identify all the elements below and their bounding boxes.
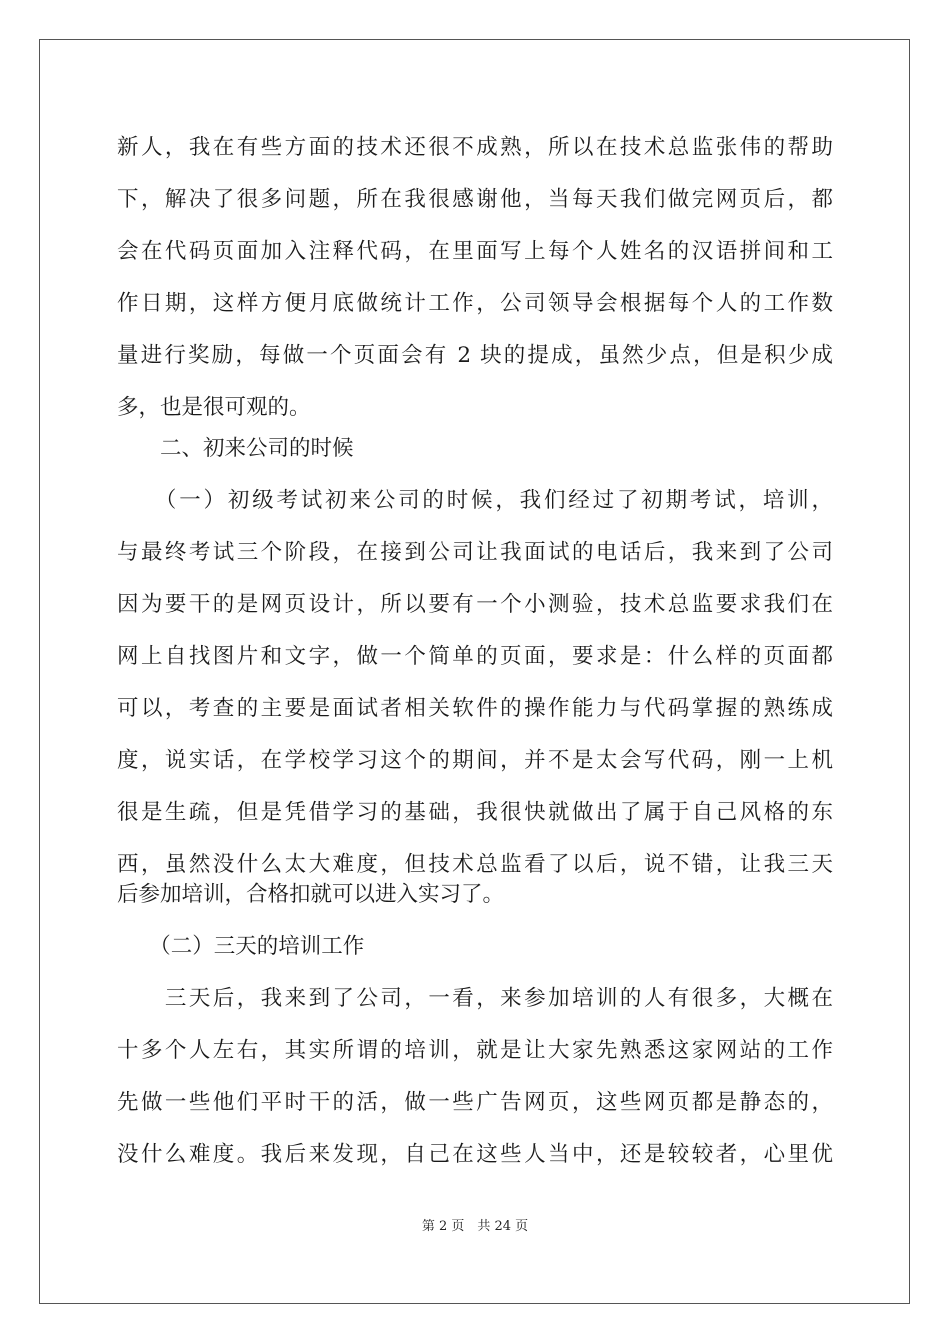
text-line: 多，也是很可观的。 [117,395,311,420]
text-line: 网上自找图片和文字，做一个简单的页面，要求是：什么样的页面都 [117,644,833,669]
text-line: 作日期，这样方便月底做统计工作，公司领导会根据每个人的工作数 [117,291,833,316]
text-line: 量进行奖励，每做一个页面会有 2 块的提成，虽然少点，但是积少成 [117,343,833,368]
text-line: 十多个人左右，其实所谓的培训，就是让大家先熟悉这家网站的工作 [117,1038,833,1063]
text-line: 三天后，我来到了公司，一看，来参加培训的人有很多，大概在 [117,986,833,1011]
text-line: 可以，考查的主要是面试者相关软件的操作能力与代码掌握的熟练成 [117,696,833,721]
text-line: 会在代码页面加入注释代码，在里面写上每个人姓名的汉语拼间和工 [117,239,833,264]
text-line: 度，说实话，在学校学习这个的期间，并不是太会写代码，刚一上机 [117,748,833,773]
subsection-heading: （一）初级考试初来公司的时候，我们经过了初期考试，培训， [117,488,833,513]
text-line: 没什么难度。我后来发现，自己在这些人当中，还是较较者，心里优 [117,1142,833,1167]
section-heading: 二、初来公司的时候 [117,436,354,461]
text-line: 与最终考试三个阶段，在接到公司让我面试的电话后，我来到了公司 [117,540,833,565]
subsection-heading: （二）三天的培训工作 [117,934,365,959]
text-line: 先做一些他们平时干的活，做一些广告网页，这些网页都是静态的， [117,1090,833,1115]
text-line: 西，虽然没什么太大难度，但技术总监看了以后，说不错，让我三天 [117,852,833,877]
text-line: 后参加培训，合格扣就可以进入实习了。 [117,882,505,907]
text-line: 很是生疏，但是凭借学习的基础，我很快就做出了属于自己风格的东 [117,800,833,825]
text-line: 新人，我在有些方面的技术还很不成熟，所以在技术总监张伟的帮助 [117,135,833,160]
page-number-footer: 第 2 页 共 24 页 [421,1219,529,1234]
text-line: 因为要干的是网页设计，所以要有一个小测验，技术总监要求我们在 [117,592,833,617]
text-line: 下，解决了很多问题，所在我很感谢他，当每天我们做完网页后，都 [117,187,833,212]
